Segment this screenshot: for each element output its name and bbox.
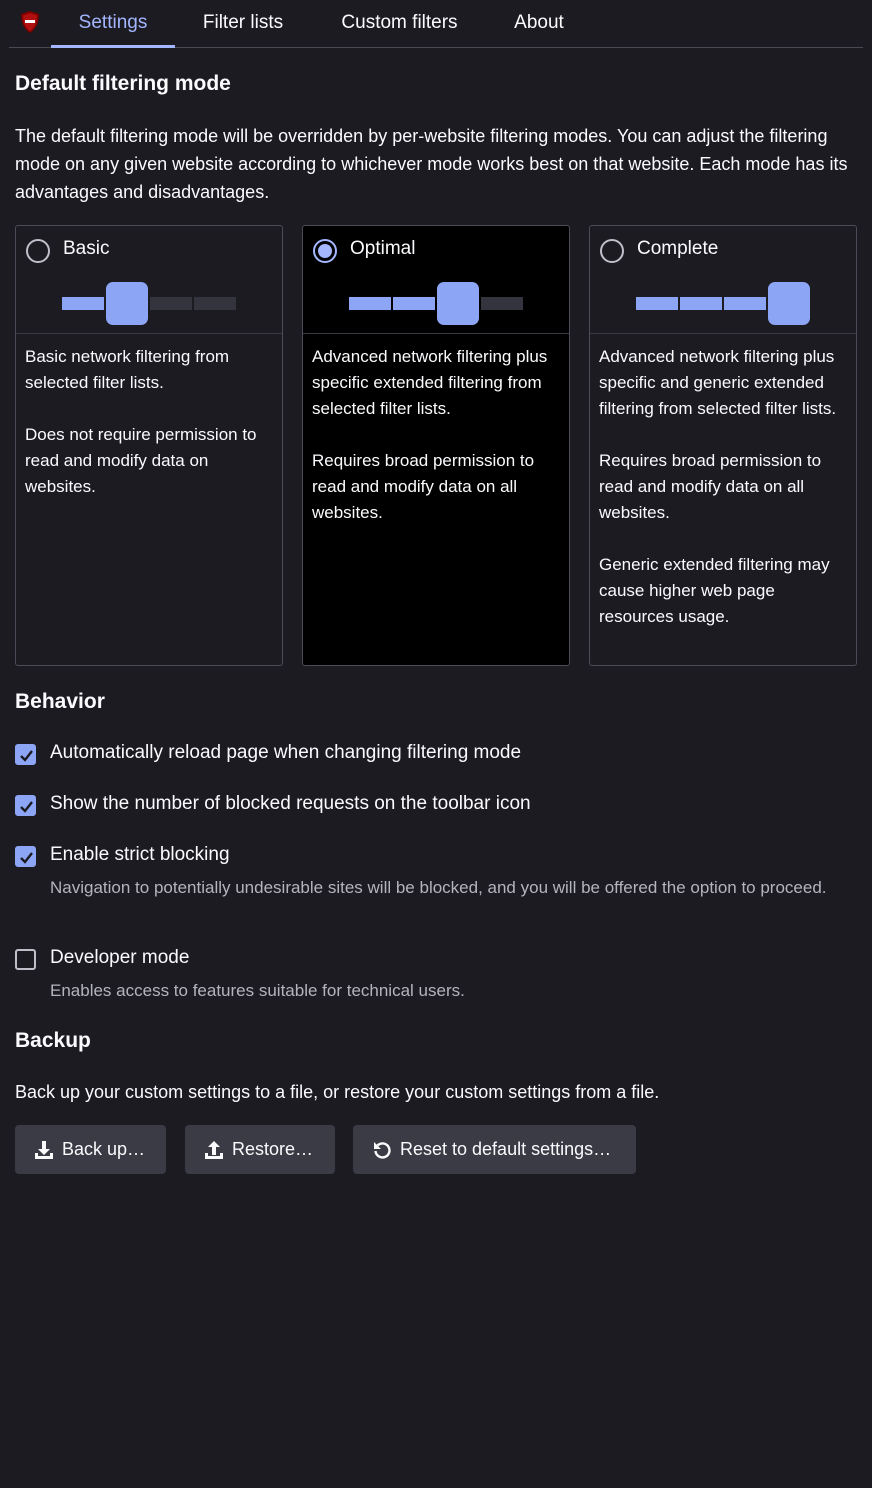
filtering-mode-description: The default filtering mode will be overridden by per-website filtering modes. You can adjust the filtering mode on any given website according to whichever mode works best on that website. Each mode has its advantages and disadvantages. — [15, 126, 848, 202]
mode-optimal-level-indicator — [349, 282, 525, 326]
checkmark-icon — [18, 747, 35, 764]
upload-icon — [203, 1139, 225, 1161]
checkmark-icon — [18, 849, 35, 866]
mode-card-optimal[interactable] — [302, 225, 570, 666]
reset-defaults-button-label: Reset to default settings… — [400, 1139, 612, 1159]
backup-button[interactable] — [15, 1125, 166, 1174]
restore-button-label: Restore… — [232, 1139, 314, 1159]
restore-button[interactable] — [185, 1125, 335, 1174]
mode-complete-radio[interactable] — [600, 239, 624, 263]
mode-card-basic[interactable] — [15, 225, 283, 666]
level-knob — [106, 282, 148, 325]
level-knob — [768, 282, 810, 325]
mode-basic-description — [25, 344, 275, 526]
tab-bar — [9, 0, 863, 48]
strict-blocking-hint: Navigation to potentially undesirable sites will be blocked, and you will be offered the option to proceed. — [50, 878, 827, 897]
tab-settings[interactable]: Settings — [51, 0, 175, 48]
tab-about[interactable]: About — [514, 12, 564, 33]
mode-optimal-radio[interactable] — [313, 239, 337, 263]
behavior-heading: Behavior — [15, 690, 105, 713]
backup-button-label: Back up… — [62, 1139, 146, 1159]
checkmark-icon — [18, 798, 35, 815]
developer-mode-hint: Enables access to features suitable for technical users. — [50, 981, 465, 1000]
download-icon — [33, 1139, 55, 1161]
mode-complete-description — [599, 344, 849, 656]
mode-complete-line: Generic extended filtering may cause higher web page resources usage. — [599, 555, 830, 626]
mode-complete-label: Complete — [637, 238, 719, 259]
filtering-mode-heading: Default filtering mode — [15, 72, 231, 95]
blocked-count-checkbox[interactable] — [15, 795, 36, 816]
reset-icon — [371, 1139, 393, 1161]
mode-complete-line: Advanced network filtering plus specific and generic extended filtering from selected filter lists. — [599, 347, 837, 418]
reset-defaults-button[interactable] — [353, 1125, 636, 1174]
strict-blocking-checkbox[interactable] — [15, 846, 36, 867]
auto-reload-checkbox[interactable] — [15, 744, 36, 765]
developer-mode-checkbox[interactable] — [15, 949, 36, 970]
mode-complete-level-indicator — [636, 282, 812, 326]
level-knob — [437, 282, 479, 325]
mode-basic-line: Basic network filtering from selected filter lists. — [25, 347, 230, 392]
auto-reload-label[interactable]: Automatically reload page when changing filtering mode — [50, 742, 522, 763]
developer-mode-label[interactable]: Developer mode — [50, 947, 190, 968]
mode-card-complete[interactable] — [589, 225, 857, 666]
tab-custom-filters[interactable]: Custom filters — [341, 12, 458, 33]
mode-basic-radio[interactable] — [26, 239, 50, 263]
backup-heading: Backup — [15, 1029, 91, 1052]
tab-filter-lists[interactable]: Filter lists — [202, 12, 284, 33]
mode-optimal-line: Advanced network filtering plus specific extended filtering from selected filter lists. — [312, 347, 548, 418]
mode-optimal-label: Optimal — [350, 238, 416, 259]
mode-optimal-description — [312, 344, 562, 552]
strict-blocking-label[interactable]: Enable strict blocking — [50, 844, 230, 865]
mode-basic-line: Does not require permission to read and modify data on websites. — [25, 425, 257, 496]
mode-basic-level-indicator — [62, 282, 238, 326]
backup-description: Back up your custom settings to a file, or restore your custom settings from a file. — [15, 1082, 660, 1102]
mode-optimal-line: Requires broad permission to read and modify data on all websites. — [312, 451, 535, 522]
mode-complete-line: Requires broad permission to read and modify data on all websites. — [599, 451, 822, 522]
blocked-count-label[interactable]: Show the number of blocked requests on the toolbar icon — [50, 793, 531, 814]
mode-basic-label: Basic — [63, 238, 110, 259]
ublock-shield-logo-icon — [19, 10, 41, 34]
